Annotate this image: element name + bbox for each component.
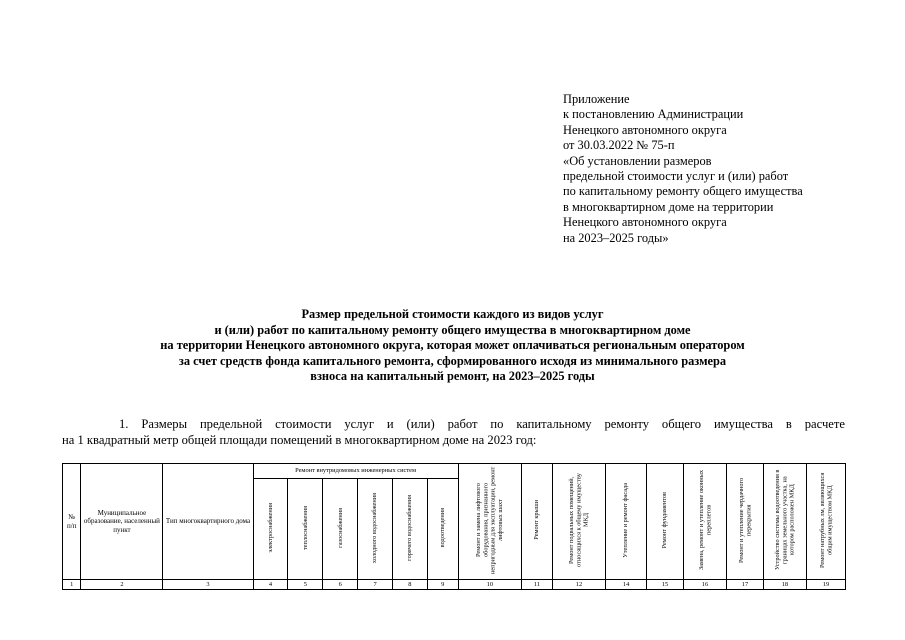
header-foundation: Ремонт фундаментов [647, 464, 684, 580]
column-number: 5 [288, 580, 323, 590]
column-number: 17 [727, 580, 764, 590]
header-heating: теплоснабжения [288, 479, 323, 580]
header-pipes: Ремонт натрубных лм, являющихся общим имуществом МКД [806, 464, 845, 580]
cost-table [62, 463, 846, 590]
title-line: и (или) работ по капитальному ремонту общего имущества в многоквартирном доме [214, 322, 691, 337]
header-facade: Утепление и ремонт фасада [606, 464, 647, 580]
header-windows: Замена, ремонт и утепление оконных переплетов [683, 464, 726, 580]
header-group-engineering: Ремонт внутридомовых инженерных систем [253, 464, 458, 479]
appendix-line: Приложение [563, 92, 630, 106]
header-drainage: Устройство системы водоотведения в границах земельного участка, на котором расположен МКД [763, 464, 806, 580]
header-hot-water: горячего водоснабжения [392, 479, 427, 580]
column-number: 2 [81, 580, 163, 590]
column-number: 10 [458, 580, 522, 590]
appendix-line: к постановлению Администрации [563, 107, 744, 122]
appendix-line: «Об установлении размеров [563, 153, 712, 168]
column-number: 4 [253, 580, 288, 590]
header-sewerage: водоотведения [427, 479, 458, 580]
header-roof: Ремонт крыши [522, 464, 553, 580]
table-row-numbers [63, 580, 846, 590]
column-number: 11 [522, 580, 553, 590]
paragraph-line-2: на 1 квадратный метр общей площади помещений в многоквартирном доме на 2023 год: [62, 432, 537, 447]
appendix-line: на 2023–2025 годы» [563, 230, 669, 245]
column-number: 19 [806, 580, 845, 590]
column-number: 9 [427, 580, 458, 590]
appendix-block [563, 92, 863, 246]
document-title [60, 307, 845, 385]
column-number: 1 [63, 580, 81, 590]
column-number: 7 [358, 580, 393, 590]
column-number: 8 [392, 580, 427, 590]
header-elevator: Ремонт и замена лифтового оборудования, признанного непригодным для эксплуатации, ремонт лифтовых шахт [458, 464, 522, 580]
title-line: за счет средств фонда капитального ремонта, сформированного исходя из минимального размера [178, 353, 727, 368]
column-number: 16 [683, 580, 726, 590]
appendix-line: от 30.03.2022 № 75-п [563, 138, 675, 153]
column-number: 14 [606, 580, 647, 590]
paragraph-line-1: 1. Размеры предельной стоимости услуг и (или) работ по капитальному ремонту общего имущества в расчете [119, 417, 845, 431]
header-municipality: Муниципальное образование, населенный пункт [81, 464, 163, 580]
header-gas: газоснабжения [323, 479, 358, 580]
appendix-line: по капитальному ремонту общего имущества [563, 184, 803, 199]
header-house-type: Тип многоквартирного дома [163, 464, 253, 580]
header-basement: Ремонт подвальных помещений, относящихся к общему имуществу МКД [552, 464, 605, 580]
appendix-line: Ненецкого автономного округа [563, 215, 727, 230]
header-cold-water: холодного водоснабжения [358, 479, 393, 580]
title-line: на территории Ненецкого автономного округа, которая может оплачиваться региональным оператором [160, 338, 745, 353]
column-number: 18 [763, 580, 806, 590]
appendix-line: предельной стоимости услуг и (или) работ [563, 169, 789, 184]
header-number: № п/п [63, 464, 81, 580]
title-line: взноса на капитальный ремонт, на 2023–2025 годы [310, 369, 595, 384]
appendix-line: Ненецкого автономного округа [563, 122, 727, 137]
header-attic: Ремонт и утепление чердачного перекрытия [727, 464, 764, 580]
column-number: 3 [163, 580, 253, 590]
title-line: Размер предельной стоимости каждого из видов услуг [301, 307, 604, 321]
appendix-line: в многоквартирном доме на территории [563, 199, 774, 214]
paragraph-1 [62, 417, 845, 449]
column-number: 6 [323, 580, 358, 590]
column-number: 12 [552, 580, 605, 590]
column-number: 15 [647, 580, 684, 590]
header-electricity: электроснабжения [253, 479, 288, 580]
